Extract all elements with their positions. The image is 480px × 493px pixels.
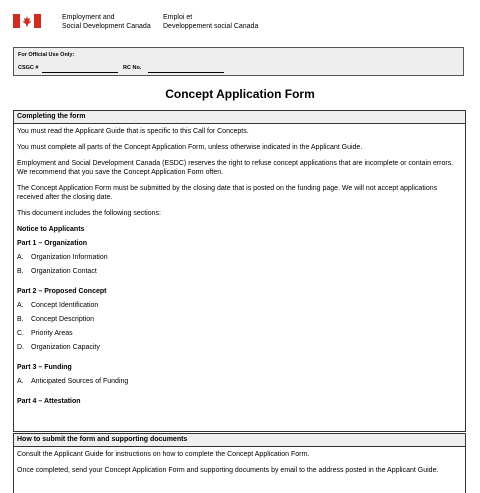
department-name-french: Emploi et Developpement social Canada: [163, 14, 259, 30]
list-item: C. Priority Areas: [17, 330, 73, 337]
paragraph: This document includes the following sections:: [17, 210, 161, 217]
page-header: [13, 13, 473, 35]
section-body: [14, 447, 465, 475]
rc-no-label: RC No.: [123, 65, 142, 71]
section-heading: Completing the form: [14, 111, 465, 124]
list-item: D. Organization Capacity: [17, 344, 100, 351]
part3-heading: Part 3 – Funding: [17, 364, 72, 371]
paragraph: The Concept Application Form must be submitted by the closing date that is posted on the funding page. We will not accept applications received after the closing date.: [17, 185, 438, 201]
list-item: A. Concept Identification: [17, 302, 99, 309]
section-heading: How to submit the form and supporting documents: [14, 434, 465, 447]
list-item: B. Concept Description: [17, 316, 95, 323]
official-use-label: For Official Use Only:: [18, 52, 75, 58]
completing-form-section: [13, 110, 466, 432]
section-body: [14, 124, 465, 406]
paragraph: Consult the Applicant Guide for instructions on how to complete the Concept Application Form.: [17, 451, 310, 458]
canada-flag-icon: [13, 14, 41, 28]
list-item: A. Anticipated Sources of Funding: [17, 378, 129, 385]
list-item: B. Organization Contact: [17, 268, 97, 275]
page-title: Concept Application Form: [165, 87, 315, 101]
rc-no-field[interactable]: [148, 72, 224, 73]
part2-heading: Part 2 – Proposed Concept: [17, 288, 107, 295]
csgc-label: CSGC #: [18, 65, 39, 71]
paragraph: Once completed, send your Concept Application Form and supporting documents by email to the address posted in the Applicant Guide.: [17, 467, 439, 474]
csgc-field[interactable]: [42, 72, 118, 73]
list-item: A. Organization Information: [17, 254, 108, 261]
paragraph: You must complete all parts of the Concept Application Form, unless otherwise indicated in the Applicant Guide.: [17, 144, 363, 151]
part1-heading: Part 1 – Organization: [17, 240, 88, 247]
department-name-english: Employment and Social Development Canada: [62, 14, 151, 30]
part4-heading: Part 4 – Attestation: [17, 398, 81, 405]
submit-section: [13, 433, 466, 493]
paragraph: Employment and Social Development Canada (ESDC) reserves the right to refuse concept applications that are incomplete or contain errors. We recommend that you save the Concept Application Form often.: [17, 160, 454, 176]
notice-heading: Notice to Applicants: [17, 226, 85, 233]
paragraph: You must read the Applicant Guide that is specific to this Call for Concepts.: [17, 128, 249, 135]
official-use-box: [13, 47, 464, 76]
